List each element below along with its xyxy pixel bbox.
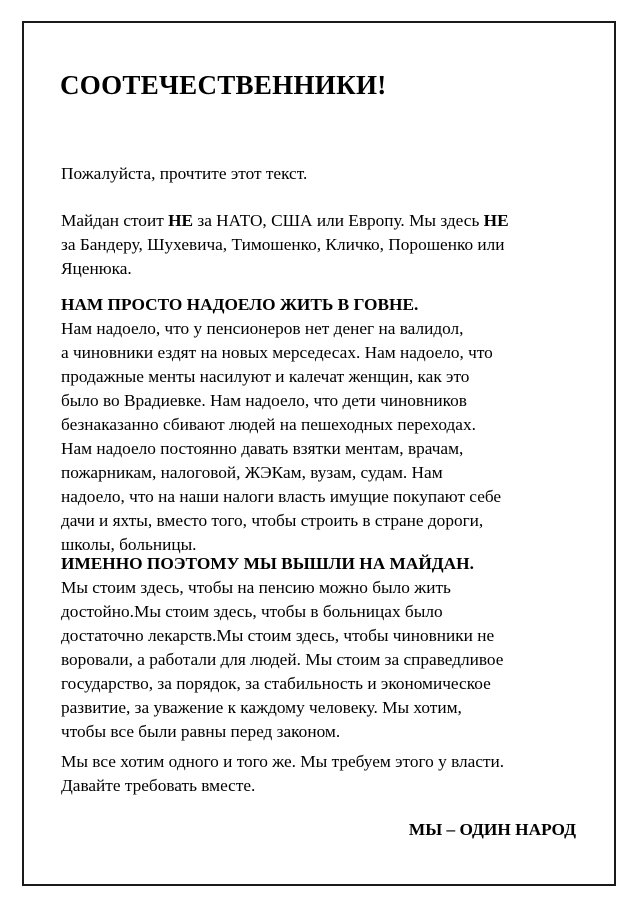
intro-text: Пожалуйста, прочтите этот текст. — [61, 164, 308, 183]
section-line: школы, больницы. — [61, 535, 197, 554]
section-heading: НАМ ПРОСТО НАДОЕЛО ЖИТЬ В ГОВНЕ. — [61, 295, 419, 314]
section-line: чтобы все были равны перед законом. — [61, 722, 341, 741]
paragraph-not-for — [61, 209, 581, 281]
section-line: было во Врадиевке. Нам надоело, что дети чиновников — [61, 391, 467, 410]
section-line: Мы стоим здесь, чтобы на пенсию можно было жить — [61, 578, 451, 597]
section-line: развитие, за уважение к каждому человеку. Мы хотим, — [61, 698, 462, 717]
section-line: Нам надоело постоянно давать взятки ментам, врачам, — [61, 439, 464, 458]
paragraph-line: Майдан стоит НЕ за НАТО, США или Европу. Мы здесь НЕ — [61, 211, 509, 230]
closing-line: Мы все хотим одного и того же. Мы требуем этого у власти. — [61, 752, 505, 771]
section-line: достаточно лекарств.Мы стоим здесь, чтобы чиновники не — [61, 626, 495, 645]
section-line: продажные менты насилуют и калечат женщин, как это — [61, 367, 470, 386]
section-line: Нам надоело, что у пенсионеров нет денег на валидол, — [61, 319, 464, 338]
section-line: пожарникам, налоговой, ЖЭКам, вузам, судам. Нам — [61, 463, 443, 482]
section-line: надоело, что на наши налоги власть имущие покупают себе — [61, 487, 502, 506]
section-line: государство, за порядок, за стабильность и экономическое — [61, 674, 491, 693]
paragraph-line: за Бандеру, Шухевича, Тимошенко, Кличко, Порошенко или — [61, 235, 505, 254]
section-line: а чиновники ездят на новых мерседесах. Нам надоело, что — [61, 343, 493, 362]
section-line: безнаказанно сбивают людей на пешеходных переходах. — [61, 415, 476, 434]
closing-line: Давайте требовать вместе. — [61, 776, 256, 795]
signature: МЫ – ОДИН НАРОД — [408, 820, 576, 839]
section-line: воровали, а работали для людей. Мы стоим за справедливое — [61, 650, 504, 669]
section-fed-up — [61, 293, 581, 557]
section-line: дачи и яхты, вместо того, чтобы строить в стране дороги, — [61, 511, 484, 530]
closing-paragraph — [61, 750, 581, 798]
section-line: достойно.Мы стоим здесь, чтобы в больницах было — [61, 602, 443, 621]
paragraph-line: Яценюка. — [61, 259, 132, 278]
section-heading: ИМЕННО ПОЭТОМУ МЫ ВЫШЛИ НА МАЙДАН. — [61, 554, 474, 573]
emphasis-ne: НЕ — [168, 211, 194, 230]
section-why-maidan — [61, 552, 581, 744]
emphasis-ne: НЕ — [483, 211, 509, 230]
page-title: СООТЕЧЕСТВЕННИКИ! — [60, 70, 387, 100]
